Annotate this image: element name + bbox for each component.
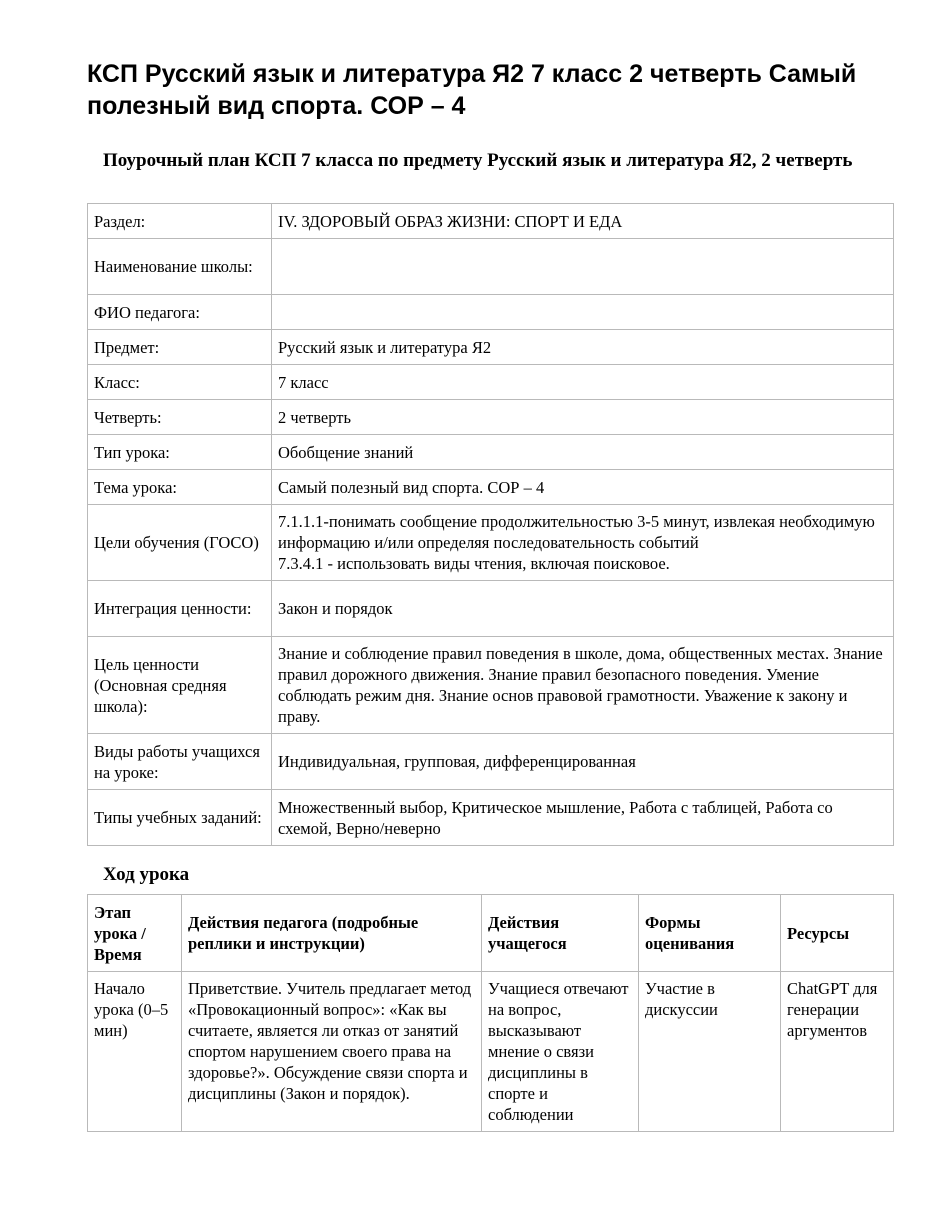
table-row bbox=[88, 435, 894, 470]
table-row bbox=[88, 295, 894, 330]
table-header-row bbox=[88, 895, 894, 972]
info-label-lesson-topic: Тема урока: bbox=[88, 470, 272, 505]
info-value-quarter: 2 четверть bbox=[272, 400, 894, 435]
info-label-value-integration: Интеграция ценности: bbox=[88, 581, 272, 637]
info-value-value-goal: Знание и соблюдение правил поведения в школе, дома, общественных местах. Знание правил дорожного движения. Знание правил безопасного поведения. Умение соблюдать режим дня. Знание основ правовой грамотности. Уважение к закону и праву. bbox=[272, 637, 894, 734]
table-row bbox=[88, 637, 894, 734]
table-row bbox=[88, 790, 894, 846]
table-row bbox=[88, 204, 894, 239]
column-header-stage: Этап урока / Время bbox=[88, 895, 182, 972]
lesson-info-table bbox=[87, 203, 894, 846]
column-header-student-actions: Действия учащегося bbox=[482, 895, 639, 972]
column-header-teacher-actions: Действия педагога (подробные реплики и инструкции) bbox=[182, 895, 482, 972]
column-header-resources: Ресурсы bbox=[781, 895, 894, 972]
cell-resources: ChatGPT для генерации аргументов bbox=[781, 972, 894, 1132]
info-label-lesson-type: Тип урока: bbox=[88, 435, 272, 470]
table-row bbox=[88, 505, 894, 581]
plan-heading: Поурочный план КСП 7 класса по предмету Русский язык и литература Я2, 2 четверть bbox=[103, 150, 853, 171]
table-row bbox=[88, 470, 894, 505]
lesson-progress-table bbox=[87, 894, 894, 1132]
table-row bbox=[88, 365, 894, 400]
info-label-subject: Предмет: bbox=[88, 330, 272, 365]
info-value-lesson-topic: Самый полезный вид спорта. СОР – 4 bbox=[272, 470, 894, 505]
info-label-section: Раздел: bbox=[88, 204, 272, 239]
table-row bbox=[88, 400, 894, 435]
info-value-teacher bbox=[272, 295, 894, 330]
table-row bbox=[88, 330, 894, 365]
info-label-quarter: Четверть: bbox=[88, 400, 272, 435]
info-value-task-types: Множественный выбор, Критическое мышление, Работа с таблицей, Работа со схемой, Верно/неверно bbox=[272, 790, 894, 846]
info-label-work-types: Виды работы учащихся на уроке: bbox=[88, 734, 272, 790]
document-title: КСП Русский язык и литература Я2 7 класс 2 четверть Самый полезный вид спорта. СОР – 4 bbox=[87, 60, 857, 120]
info-value-grade: 7 класс bbox=[272, 365, 894, 400]
cell-student-actions: Учащиеся отвечают на вопрос, высказывают мнение о связи дисциплины в спорте и соблюдении bbox=[482, 972, 639, 1132]
table-row bbox=[88, 581, 894, 637]
info-value-lesson-type: Обобщение знаний bbox=[272, 435, 894, 470]
info-value-school bbox=[272, 239, 894, 295]
lesson-progress-heading: Ход урока bbox=[103, 864, 190, 885]
table-row bbox=[88, 972, 894, 1132]
info-value-subject: Русский язык и литература Я2 bbox=[272, 330, 894, 365]
info-label-grade: Класс: bbox=[88, 365, 272, 400]
info-label-school: Наименование школы: bbox=[88, 239, 272, 295]
info-value-value-integration: Закон и порядок bbox=[272, 581, 894, 637]
info-label-learning-goals: Цели обучения (ГОСО) bbox=[88, 505, 272, 581]
cell-teacher-actions: Приветствие. Учитель предлагает метод «Провокационный вопрос»: «Как вы считаете, является ли отказ от занятий спортом нарушением своего права на здоровье?». Обсуждение связи спорта и дисциплины (Закон и порядок). bbox=[182, 972, 482, 1132]
info-label-task-types: Типы учебных заданий: bbox=[88, 790, 272, 846]
info-label-value-goal: Цель ценности (Основная средняя школа): bbox=[88, 637, 272, 734]
cell-stage: Начало урока (0–5 мин) bbox=[88, 972, 182, 1132]
info-label-teacher: ФИО педагога: bbox=[88, 295, 272, 330]
info-value-work-types: Индивидуальная, групповая, дифференцированная bbox=[272, 734, 894, 790]
column-header-assessment: Формы оценивания bbox=[639, 895, 781, 972]
table-row bbox=[88, 734, 894, 790]
table-row bbox=[88, 239, 894, 295]
cell-assessment: Участие в дискуссии bbox=[639, 972, 781, 1132]
info-value-section: IV. ЗДОРОВЫЙ ОБРАЗ ЖИЗНИ: СПОРТ И ЕДА bbox=[272, 204, 894, 239]
info-value-learning-goals: 7.1.1.1-понимать сообщение продолжительностью 3-5 минут, извлекая необходимую информацию и/или определяя последовательность событий 7.3.4.1 - использовать виды чтения, включая поисковое. bbox=[272, 505, 894, 581]
